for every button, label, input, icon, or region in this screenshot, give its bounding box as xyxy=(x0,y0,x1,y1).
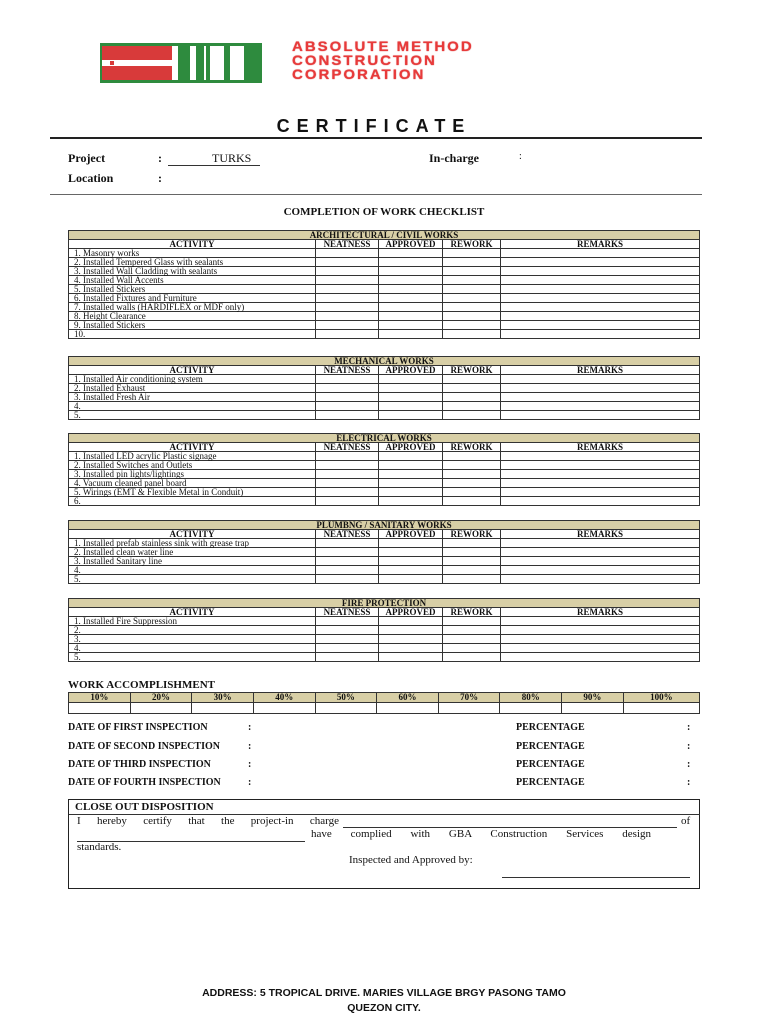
percent-header-row xyxy=(69,693,700,703)
checklist-table xyxy=(68,598,700,662)
remarks-cell[interactable] xyxy=(501,617,700,626)
approved-cell[interactable] xyxy=(379,452,443,461)
remarks-cell[interactable] xyxy=(501,626,700,635)
table-row xyxy=(69,644,700,653)
inspection-date-colon: : xyxy=(248,741,252,752)
inspection-date-label: DATE OF FIRST INSPECTION xyxy=(68,722,208,733)
rework-cell[interactable] xyxy=(443,285,501,294)
neatness-cell[interactable] xyxy=(316,539,379,548)
certify-text: I hereby certify that the project-in charge xyxy=(77,815,339,827)
activity-cell: 5. xyxy=(69,653,316,662)
rework-cell[interactable] xyxy=(443,330,501,339)
table-row xyxy=(69,566,700,575)
percent-cell: 50% xyxy=(315,693,377,703)
activity-cell: 2. Installed Switches and Outlets xyxy=(69,461,316,470)
page-title: CERTIFICATE xyxy=(276,116,472,136)
remarks-cell[interactable] xyxy=(501,294,700,303)
column-header: REMARKS xyxy=(501,530,700,539)
approved-cell[interactable] xyxy=(379,411,443,420)
rework-cell[interactable] xyxy=(443,249,501,258)
rework-cell[interactable] xyxy=(443,488,501,497)
table-row xyxy=(69,617,700,626)
rework-cell[interactable] xyxy=(443,575,501,584)
rework-cell[interactable] xyxy=(443,548,501,557)
table-row xyxy=(69,653,700,662)
approved-cell[interactable] xyxy=(379,635,443,644)
project-value: TURKS xyxy=(212,151,252,165)
column-header: APPROVED xyxy=(379,443,443,452)
neatness-cell[interactable] xyxy=(316,497,379,506)
remarks-cell[interactable] xyxy=(501,644,700,653)
activity-cell: 5. Wirings (EMT & Flexible Metal in Conduit) xyxy=(69,488,316,497)
approved-cell[interactable] xyxy=(379,294,443,303)
approved-cell[interactable] xyxy=(379,276,443,285)
percentage-colon: : xyxy=(687,741,691,752)
inspection-date-label: DATE OF FOURTH INSPECTION xyxy=(68,777,221,788)
inspection-date-colon: : xyxy=(248,759,252,770)
certify-of: of xyxy=(681,815,691,827)
activity-cell: 3. Installed Wall Cladding with sealants xyxy=(69,267,316,276)
rework-cell[interactable] xyxy=(443,635,501,644)
checklist-table xyxy=(68,230,700,339)
work-accomplishment-table xyxy=(68,692,700,714)
table-row xyxy=(69,384,700,393)
neatness-cell[interactable] xyxy=(316,402,379,411)
rework-cell[interactable] xyxy=(443,312,501,321)
incharge-label: In-charge xyxy=(429,151,479,165)
checklist-table xyxy=(68,520,700,584)
activity-cell: 2. Installed Tempered Glass with sealants xyxy=(69,258,316,267)
rework-cell[interactable] xyxy=(443,294,501,303)
activity-cell: 4. Installed Wall Accents xyxy=(69,276,316,285)
neatness-cell[interactable] xyxy=(316,653,379,662)
activity-cell: 1. Installed Air conditioning system xyxy=(69,375,316,384)
remarks-cell[interactable] xyxy=(501,566,700,575)
column-header: NEATNESS xyxy=(316,530,379,539)
rework-cell[interactable] xyxy=(443,566,501,575)
remarks-cell[interactable] xyxy=(501,488,700,497)
neatness-cell[interactable] xyxy=(316,470,379,479)
project-label: Project xyxy=(68,151,106,165)
percent-cell: 10% xyxy=(69,693,131,703)
activity-cell: 6. xyxy=(69,497,316,506)
column-header: APPROVED xyxy=(379,530,443,539)
column-header: ACTIVITY xyxy=(69,608,316,617)
table-row xyxy=(69,548,700,557)
section-title: ELECTRICAL WORKS xyxy=(69,434,700,443)
rework-cell[interactable] xyxy=(443,497,501,506)
activity-cell: 5. xyxy=(69,575,316,584)
rework-cell[interactable] xyxy=(443,470,501,479)
approved-cell[interactable] xyxy=(379,557,443,566)
remarks-cell[interactable] xyxy=(501,393,700,402)
approved-cell[interactable] xyxy=(379,330,443,339)
percentage-colon: : xyxy=(687,722,691,733)
rework-cell[interactable] xyxy=(443,267,501,276)
checklist-table xyxy=(68,356,700,420)
approved-cell[interactable] xyxy=(379,479,443,488)
remarks-cell[interactable] xyxy=(501,285,700,294)
column-header: REMARKS xyxy=(501,240,700,249)
remarks-cell[interactable] xyxy=(501,411,700,420)
approved-cell[interactable] xyxy=(379,461,443,470)
percent-cell: 90% xyxy=(562,693,624,703)
incharge-colon: : xyxy=(519,151,522,162)
activity-cell: 3. xyxy=(69,635,316,644)
percent-check-cell[interactable] xyxy=(192,703,254,714)
activity-cell: 4. Vacuum cleaned panel board xyxy=(69,479,316,488)
neatness-cell[interactable] xyxy=(316,479,379,488)
neatness-cell[interactable] xyxy=(316,575,379,584)
neatness-cell[interactable] xyxy=(316,330,379,339)
column-header: ACTIVITY xyxy=(69,530,316,539)
activity-cell: 2. Installed Exhaust xyxy=(69,384,316,393)
rework-cell[interactable] xyxy=(443,617,501,626)
remarks-cell[interactable] xyxy=(501,375,700,384)
approved-cell[interactable] xyxy=(379,653,443,662)
neatness-cell[interactable] xyxy=(316,644,379,653)
column-header: REWORK xyxy=(443,530,501,539)
neatness-cell[interactable] xyxy=(316,548,379,557)
rework-cell[interactable] xyxy=(443,258,501,267)
title-rule xyxy=(50,137,702,139)
rework-cell[interactable] xyxy=(443,384,501,393)
company-logo xyxy=(100,43,262,83)
remarks-cell[interactable] xyxy=(501,635,700,644)
neatness-cell[interactable] xyxy=(316,635,379,644)
approved-cell[interactable] xyxy=(379,566,443,575)
activity-cell: 3. Installed Sanitary line xyxy=(69,557,316,566)
table-row xyxy=(69,393,700,402)
remarks-cell[interactable] xyxy=(501,653,700,662)
column-header: APPROVED xyxy=(379,366,443,375)
address-line-2: QUEZON CITY. xyxy=(347,1002,421,1014)
neatness-cell[interactable] xyxy=(316,267,379,276)
neatness-cell[interactable] xyxy=(316,557,379,566)
info-rule xyxy=(50,194,702,195)
remarks-cell[interactable] xyxy=(501,276,700,285)
percent-input-row xyxy=(69,703,700,714)
activity-cell: 1. Installed Fire Suppression xyxy=(69,617,316,626)
activity-cell: 2. xyxy=(69,626,316,635)
inspection-date-label: DATE OF SECOND INSPECTION xyxy=(68,741,220,752)
percent-cell: 60% xyxy=(377,693,439,703)
rework-cell[interactable] xyxy=(443,626,501,635)
activity-cell: 1. Installed prefab stainless sink with grease trap xyxy=(69,539,316,548)
inspection-date-colon: : xyxy=(248,722,252,733)
approved-cell[interactable] xyxy=(379,497,443,506)
remarks-cell[interactable] xyxy=(501,321,700,330)
table-row xyxy=(69,402,700,411)
column-header: ACTIVITY xyxy=(69,366,316,375)
neatness-cell[interactable] xyxy=(316,488,379,497)
neatness-cell[interactable] xyxy=(316,294,379,303)
location-label: Location xyxy=(68,171,114,185)
approved-cell[interactable] xyxy=(379,375,443,384)
rework-cell[interactable] xyxy=(443,557,501,566)
column-header: NEATNESS xyxy=(316,366,379,375)
neatness-cell[interactable] xyxy=(316,258,379,267)
column-header: REWORK xyxy=(443,608,501,617)
rework-cell[interactable] xyxy=(443,452,501,461)
section-title: MECHANICAL WORKS xyxy=(69,357,700,366)
table-row xyxy=(69,321,700,330)
section-title: FIRE PROTECTION xyxy=(69,599,700,608)
neatness-cell[interactable] xyxy=(316,452,379,461)
location-colon: : xyxy=(158,171,162,185)
checklist-title: COMPLETION OF WORK CHECKLIST xyxy=(283,206,485,218)
signature-line[interactable] xyxy=(502,877,690,878)
column-header: REWORK xyxy=(443,240,501,249)
activity-cell: 1. Masonry works xyxy=(69,249,316,258)
rework-cell[interactable] xyxy=(443,375,501,384)
percent-check-cell[interactable] xyxy=(130,703,192,714)
percentage-label: PERCENTAGE xyxy=(516,741,585,752)
percentage-label: PERCENTAGE xyxy=(516,722,585,733)
percent-check-cell[interactable] xyxy=(69,703,131,714)
remarks-cell[interactable] xyxy=(501,461,700,470)
remarks-cell[interactable] xyxy=(501,557,700,566)
approved-cell[interactable] xyxy=(379,548,443,557)
rework-cell[interactable] xyxy=(443,644,501,653)
percent-cell: 20% xyxy=(130,693,192,703)
approved-cell[interactable] xyxy=(379,258,443,267)
remarks-cell[interactable] xyxy=(501,548,700,557)
neatness-cell[interactable] xyxy=(316,461,379,470)
table-row xyxy=(69,330,700,339)
approved-cell[interactable] xyxy=(379,249,443,258)
percent-check-cell[interactable] xyxy=(562,703,624,714)
column-header: APPROVED xyxy=(379,608,443,617)
approved-cell[interactable] xyxy=(379,303,443,312)
neatness-cell[interactable] xyxy=(316,312,379,321)
approved-cell[interactable] xyxy=(379,393,443,402)
percentage-label: PERCENTAGE xyxy=(516,759,585,770)
column-header: NEATNESS xyxy=(316,608,379,617)
neatness-cell[interactable] xyxy=(316,384,379,393)
approved-cell[interactable] xyxy=(379,285,443,294)
percentage-label: PERCENTAGE xyxy=(516,777,585,788)
column-header: NEATNESS xyxy=(316,443,379,452)
rework-cell[interactable] xyxy=(443,321,501,330)
activity-cell: 9. Installed Stickers xyxy=(69,321,316,330)
column-header: REMARKS xyxy=(501,366,700,375)
activity-cell: 3. Installed pin lights/lightings xyxy=(69,470,316,479)
approved-cell[interactable] xyxy=(379,488,443,497)
inspection-date-colon: : xyxy=(248,777,252,788)
table-row xyxy=(69,557,700,566)
neatness-cell[interactable] xyxy=(316,321,379,330)
rework-cell[interactable] xyxy=(443,276,501,285)
remarks-cell[interactable] xyxy=(501,258,700,267)
company-name: ABSOLUTE METHOD CONSTRUCTION CORPORATION xyxy=(292,38,474,83)
remarks-cell[interactable] xyxy=(501,249,700,258)
neatness-cell[interactable] xyxy=(316,249,379,258)
checklist-table xyxy=(68,433,700,506)
closeout-title: CLOSE OUT DISPOSITION xyxy=(75,801,214,813)
project-colon: : xyxy=(158,151,162,165)
neatness-cell[interactable] xyxy=(316,375,379,384)
activity-cell: 10. xyxy=(69,330,316,339)
remarks-cell[interactable] xyxy=(501,497,700,506)
rework-cell[interactable] xyxy=(443,653,501,662)
approved-cell[interactable] xyxy=(379,321,443,330)
remarks-cell[interactable] xyxy=(501,479,700,488)
column-header: REWORK xyxy=(443,443,501,452)
table-row xyxy=(69,276,700,285)
activity-cell: 1. Installed LED acrylic Plastic signage xyxy=(69,452,316,461)
neatness-cell[interactable] xyxy=(316,285,379,294)
approved-cell[interactable] xyxy=(379,539,443,548)
rework-cell[interactable] xyxy=(443,411,501,420)
table-row xyxy=(69,635,700,644)
header-row xyxy=(69,240,700,249)
address xyxy=(0,986,768,1016)
percent-cell: 30% xyxy=(192,693,254,703)
remarks-cell[interactable] xyxy=(501,303,700,312)
column-header: APPROVED xyxy=(379,240,443,249)
remarks-cell[interactable] xyxy=(501,452,700,461)
percent-cell: 70% xyxy=(438,693,500,703)
column-header: REWORK xyxy=(443,366,501,375)
rework-cell[interactable] xyxy=(443,461,501,470)
neatness-cell[interactable] xyxy=(316,566,379,575)
table-row xyxy=(69,375,700,384)
approved-cell[interactable] xyxy=(379,626,443,635)
neatness-cell[interactable] xyxy=(316,303,379,312)
table-row xyxy=(69,488,700,497)
rework-cell[interactable] xyxy=(443,479,501,488)
section-title: PLUMBNG / SANITARY WORKS xyxy=(69,521,700,530)
neatness-cell[interactable] xyxy=(316,617,379,626)
rework-cell[interactable] xyxy=(443,402,501,411)
percent-check-cell[interactable] xyxy=(500,703,562,714)
complied-text: have complied with GBA Construction Services design xyxy=(311,828,651,840)
approved-cell[interactable] xyxy=(379,644,443,653)
table-row xyxy=(69,575,700,584)
percent-cell: 100% xyxy=(623,693,699,703)
column-header: REMARKS xyxy=(501,608,700,617)
neatness-cell[interactable] xyxy=(316,411,379,420)
neatness-cell[interactable] xyxy=(316,393,379,402)
approved-cell[interactable] xyxy=(379,402,443,411)
activity-cell: 4. xyxy=(69,402,316,411)
approved-by-label: Inspected and Approved by: xyxy=(349,854,473,866)
percent-cell: 40% xyxy=(253,693,315,703)
activity-cell: 2. Installed clean water line xyxy=(69,548,316,557)
remarks-cell[interactable] xyxy=(501,267,700,276)
work-accomplishment-label: WORK ACCOMPLISHMENT xyxy=(68,679,215,691)
activity-cell: 4. xyxy=(69,566,316,575)
activity-cell: 6. Installed Fixtures and Furniture xyxy=(69,294,316,303)
inspection-date-label: DATE OF THIRD INSPECTION xyxy=(68,759,211,770)
percent-check-cell[interactable] xyxy=(377,703,439,714)
table-row xyxy=(69,497,700,506)
column-header: ACTIVITY xyxy=(69,443,316,452)
activity-cell: 8. Height Clearance xyxy=(69,312,316,321)
percentage-colon: : xyxy=(687,759,691,770)
column-header: NEATNESS xyxy=(316,240,379,249)
approved-cell[interactable] xyxy=(379,384,443,393)
remarks-cell[interactable] xyxy=(501,312,700,321)
percent-check-cell[interactable] xyxy=(623,703,699,714)
project-underline xyxy=(168,165,260,166)
rework-cell[interactable] xyxy=(443,539,501,548)
activity-cell: 7. Installed walls (HARDIFLEX or MDF only) xyxy=(69,303,316,312)
remarks-cell[interactable] xyxy=(501,470,700,479)
remarks-cell[interactable] xyxy=(501,384,700,393)
section-title: ARCHITECTURAL / CIVIL WORKS xyxy=(69,231,700,240)
approved-cell[interactable] xyxy=(379,470,443,479)
percent-check-cell[interactable] xyxy=(438,703,500,714)
column-header: ACTIVITY xyxy=(69,240,316,249)
remarks-cell[interactable] xyxy=(501,539,700,548)
remarks-cell[interactable] xyxy=(501,330,700,339)
percent-cell: 80% xyxy=(500,693,562,703)
approved-cell[interactable] xyxy=(379,267,443,276)
approved-cell[interactable] xyxy=(379,617,443,626)
approved-cell[interactable] xyxy=(379,575,443,584)
neatness-cell[interactable] xyxy=(316,626,379,635)
activity-cell: 5. xyxy=(69,411,316,420)
percent-check-cell[interactable] xyxy=(315,703,377,714)
table-row xyxy=(69,312,700,321)
remarks-cell[interactable] xyxy=(501,402,700,411)
approved-cell[interactable] xyxy=(379,312,443,321)
table-row xyxy=(69,303,700,312)
table-row xyxy=(69,626,700,635)
activity-cell: 3. Installed Fresh Air xyxy=(69,393,316,402)
percent-check-cell[interactable] xyxy=(253,703,315,714)
activity-cell: 5. Installed Stickers xyxy=(69,285,316,294)
rework-cell[interactable] xyxy=(443,303,501,312)
neatness-cell[interactable] xyxy=(316,276,379,285)
rework-cell[interactable] xyxy=(443,393,501,402)
address-line-1: ADDRESS: 5 TROPICAL DRIVE. MARIES VILLAGE BRGY PASONG TAMO xyxy=(202,987,566,999)
remarks-cell[interactable] xyxy=(501,575,700,584)
activity-cell: 4. xyxy=(69,644,316,653)
standards-text: standards. xyxy=(77,841,122,853)
percentage-colon: : xyxy=(687,777,691,788)
table-row xyxy=(69,411,700,420)
column-header: REMARKS xyxy=(501,443,700,452)
